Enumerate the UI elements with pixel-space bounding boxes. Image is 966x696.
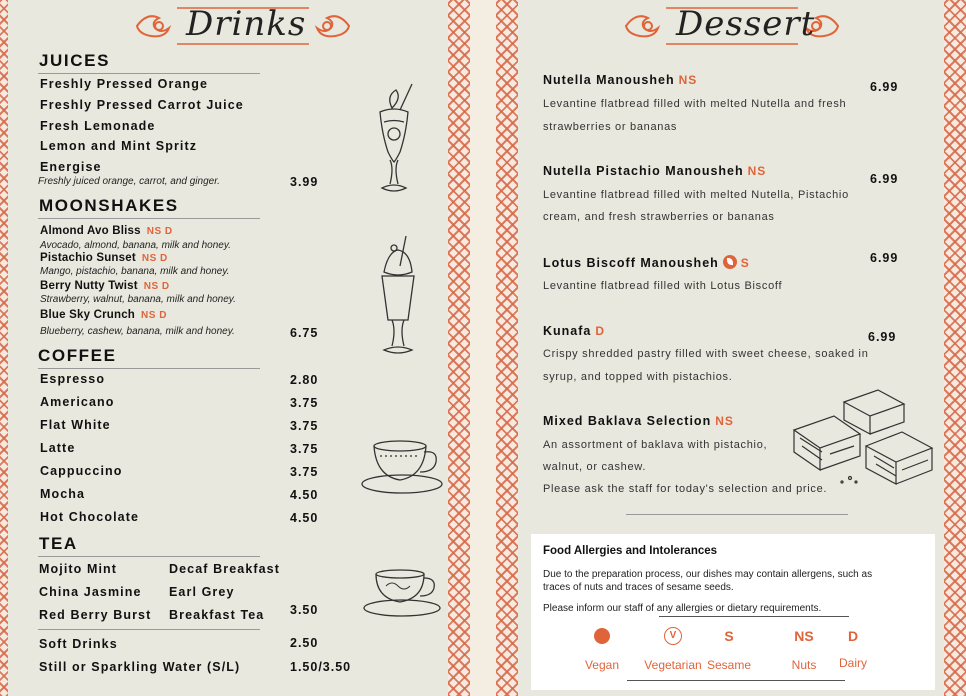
dessert-price: 6.99: [870, 172, 899, 186]
coffee-item: Mocha: [40, 487, 86, 501]
juice-item: Fresh Lemonade: [40, 119, 156, 133]
dessert-name-text: Mixed Baklava Selection: [543, 414, 712, 428]
vegetarian-symbol: V: [669, 630, 677, 641]
juice-item: Freshly Pressed Carrot Juice: [40, 98, 244, 112]
dessert-description: Levantine flatbread filled with Lotus Biscoff: [543, 280, 783, 292]
moonshake-item: [40, 225, 173, 237]
tea-price: 3.50: [290, 603, 319, 617]
moonshake-description: Blueberry, cashew, banana, milk and honey.: [40, 326, 235, 337]
coffee-price: 4.50: [290, 511, 319, 525]
water-price: 1.50/3.50: [290, 660, 352, 674]
water-item: Still or Sparkling Water (S/L): [39, 660, 241, 674]
moonshake-name: Berry Nutty Twist: [40, 280, 138, 292]
moonshake-name: Almond Avo Bliss: [40, 225, 141, 237]
moonshake-tags: NS D: [146, 226, 173, 237]
dessert-description: Crispy shredded pastry filled with sweet cheese, soaked in: [543, 348, 869, 360]
dessert-name-text: Kunafa: [543, 324, 592, 338]
dessert-tag: NS: [678, 73, 698, 87]
dessert-item-name: [543, 414, 734, 428]
moonshake-name: Pistachio Sunset: [40, 252, 136, 264]
coffee-item: Hot Chocolate: [40, 510, 140, 524]
coffee-price: 3.75: [290, 465, 319, 479]
allergy-text: Please inform our staff of any allergies or dietary requirements.: [543, 603, 822, 614]
lattice-border-mid-right: [496, 0, 518, 696]
dessert-tag: D: [595, 324, 606, 338]
juice-glass-illustration: [370, 82, 420, 210]
dessert-price: 6.99: [870, 251, 899, 265]
legend-label: Vegetarian: [644, 658, 702, 672]
dessert-item-name: [543, 164, 766, 178]
dessert-description: walnut, or cashew.: [543, 461, 647, 473]
legend-label: Sesame: [706, 658, 752, 672]
dessert-item-name: [543, 73, 697, 87]
moonshakes-price: 6.75: [290, 326, 319, 340]
juices-rule: [38, 73, 260, 74]
coffee-item: Americano: [40, 395, 115, 409]
tea-item: Breakfast Tea: [169, 608, 265, 622]
juices-price: 3.99: [290, 175, 319, 189]
coffee-cup-illustration: [360, 432, 444, 502]
allergy-rule: [659, 616, 849, 617]
moonshake-description: Strawberry, walnut, banana, milk and honey.: [40, 294, 236, 305]
coffee-heading: COFFEE: [38, 346, 117, 365]
vegetarian-icon: [664, 627, 682, 645]
tea-bottom-rule: [38, 629, 260, 630]
dessert-tag: NS: [715, 414, 734, 428]
moonshake-item: [40, 280, 170, 292]
moonshakes-heading: MOONSHAKES: [39, 196, 179, 215]
milkshake-illustration: [376, 232, 422, 362]
vegan-icon: [723, 255, 737, 269]
lattice-border-mid-left: [448, 0, 470, 696]
coffee-price: 3.75: [290, 442, 319, 456]
allergy-info-box: [531, 534, 935, 690]
coffee-price: 2.80: [290, 373, 319, 387]
sesame-symbol: S: [724, 628, 734, 644]
soft-drinks-item: Soft Drinks: [39, 637, 118, 651]
dessert-item-name: [543, 324, 605, 338]
lattice-border-left: [0, 0, 8, 696]
vegan-icon: [594, 628, 610, 644]
juice-item: Lemon and Mint Spritz: [40, 139, 198, 153]
dessert-price: 6.99: [868, 330, 897, 344]
teacup-illustration: [360, 566, 444, 626]
energise-description: Freshly juiced orange, carrot, and ginger.: [38, 176, 220, 187]
legend-label: Dairy: [838, 656, 867, 670]
coffee-price: 3.75: [290, 419, 319, 433]
juice-item: Freshly Pressed Orange: [40, 77, 209, 91]
coffee-price: 4.50: [290, 488, 319, 502]
dairy-symbol: D: [847, 628, 859, 644]
legend-rule: [627, 680, 845, 681]
dessert-divider: [626, 514, 848, 515]
tea-item: Mojito Mint: [39, 562, 118, 576]
moonshake-item: [40, 309, 167, 321]
tea-item: Decaf Breakfast: [169, 562, 280, 576]
moonshake-name: Blue Sky Crunch: [40, 309, 136, 321]
juices-heading: JUICES: [39, 51, 111, 70]
tea-item: China Jasmine: [39, 585, 142, 599]
page-gap: [470, 0, 496, 696]
juice-item: Energise: [40, 160, 102, 174]
tea-item: Red Berry Burst: [39, 608, 152, 622]
coffee-item: Cappuccino: [40, 464, 123, 478]
dessert-item-name: [543, 255, 750, 270]
coffee-item: Espresso: [40, 372, 106, 386]
dessert-description: cream, and fresh strawberries or bananas: [543, 211, 775, 223]
baklava-illustration: [790, 386, 936, 490]
dessert-name-text: Nutella Pistachio Manousheh: [543, 164, 744, 178]
dessert-description: Levantine flatbread filled with melted Nutella, Pistachio: [543, 189, 849, 201]
drinks-title: Drinks: [186, 4, 307, 44]
dessert-name-text: Lotus Biscoff Manousheh: [543, 256, 719, 270]
coffee-item: Latte: [40, 441, 76, 455]
coffee-item: Flat White: [40, 418, 111, 432]
lattice-border-right: [944, 0, 966, 696]
moonshakes-rule: [38, 218, 260, 219]
coffee-rule: [38, 368, 260, 369]
tea-item: Earl Grey: [169, 585, 235, 599]
dessert-description: syrup, and topped with pistachios.: [543, 371, 733, 383]
dessert-tag: NS: [747, 164, 767, 178]
dessert-name-text: Nutella Manousheh: [543, 73, 675, 87]
dessert-description: Levantine flatbread filled with melted Nutella and fresh: [543, 98, 847, 110]
dessert-description: Please ask the staff for today's selection and price.: [543, 483, 828, 495]
dessert-title: Dessert: [676, 4, 816, 44]
dessert-description: An assortment of baklava with pistachio,: [543, 439, 768, 451]
moonshake-tags: NS D: [143, 281, 170, 292]
legend-label: Vegan: [584, 658, 620, 672]
dessert-description: strawberries or bananas: [543, 121, 678, 133]
soft-drinks-price: 2.50: [290, 636, 319, 650]
tea-rule: [38, 556, 260, 557]
allergy-title: Food Allergies and Intolerances: [543, 545, 718, 557]
tea-heading: TEA: [39, 534, 78, 553]
moonshake-tags: NS D: [141, 253, 168, 264]
allergy-text: traces of nuts and traces of sesame seeds.: [543, 582, 734, 593]
moonshake-item: [40, 252, 168, 264]
nuts-symbol: NS: [794, 628, 814, 644]
moonshake-tags: NS D: [141, 310, 167, 321]
legend-label: Nuts: [791, 658, 817, 672]
allergy-text: Due to the preparation process, our dishes may contain allergens, such as: [543, 569, 873, 580]
drinks-panel: [8, 0, 448, 696]
moonshake-description: Mango, pistachio, banana, milk and honey.: [40, 266, 230, 277]
dessert-tag: S: [740, 256, 750, 270]
moonshake-description: Avocado, almond, banana, milk and honey.: [40, 240, 231, 251]
dessert-price: 6.99: [870, 80, 899, 94]
coffee-price: 3.75: [290, 396, 319, 410]
